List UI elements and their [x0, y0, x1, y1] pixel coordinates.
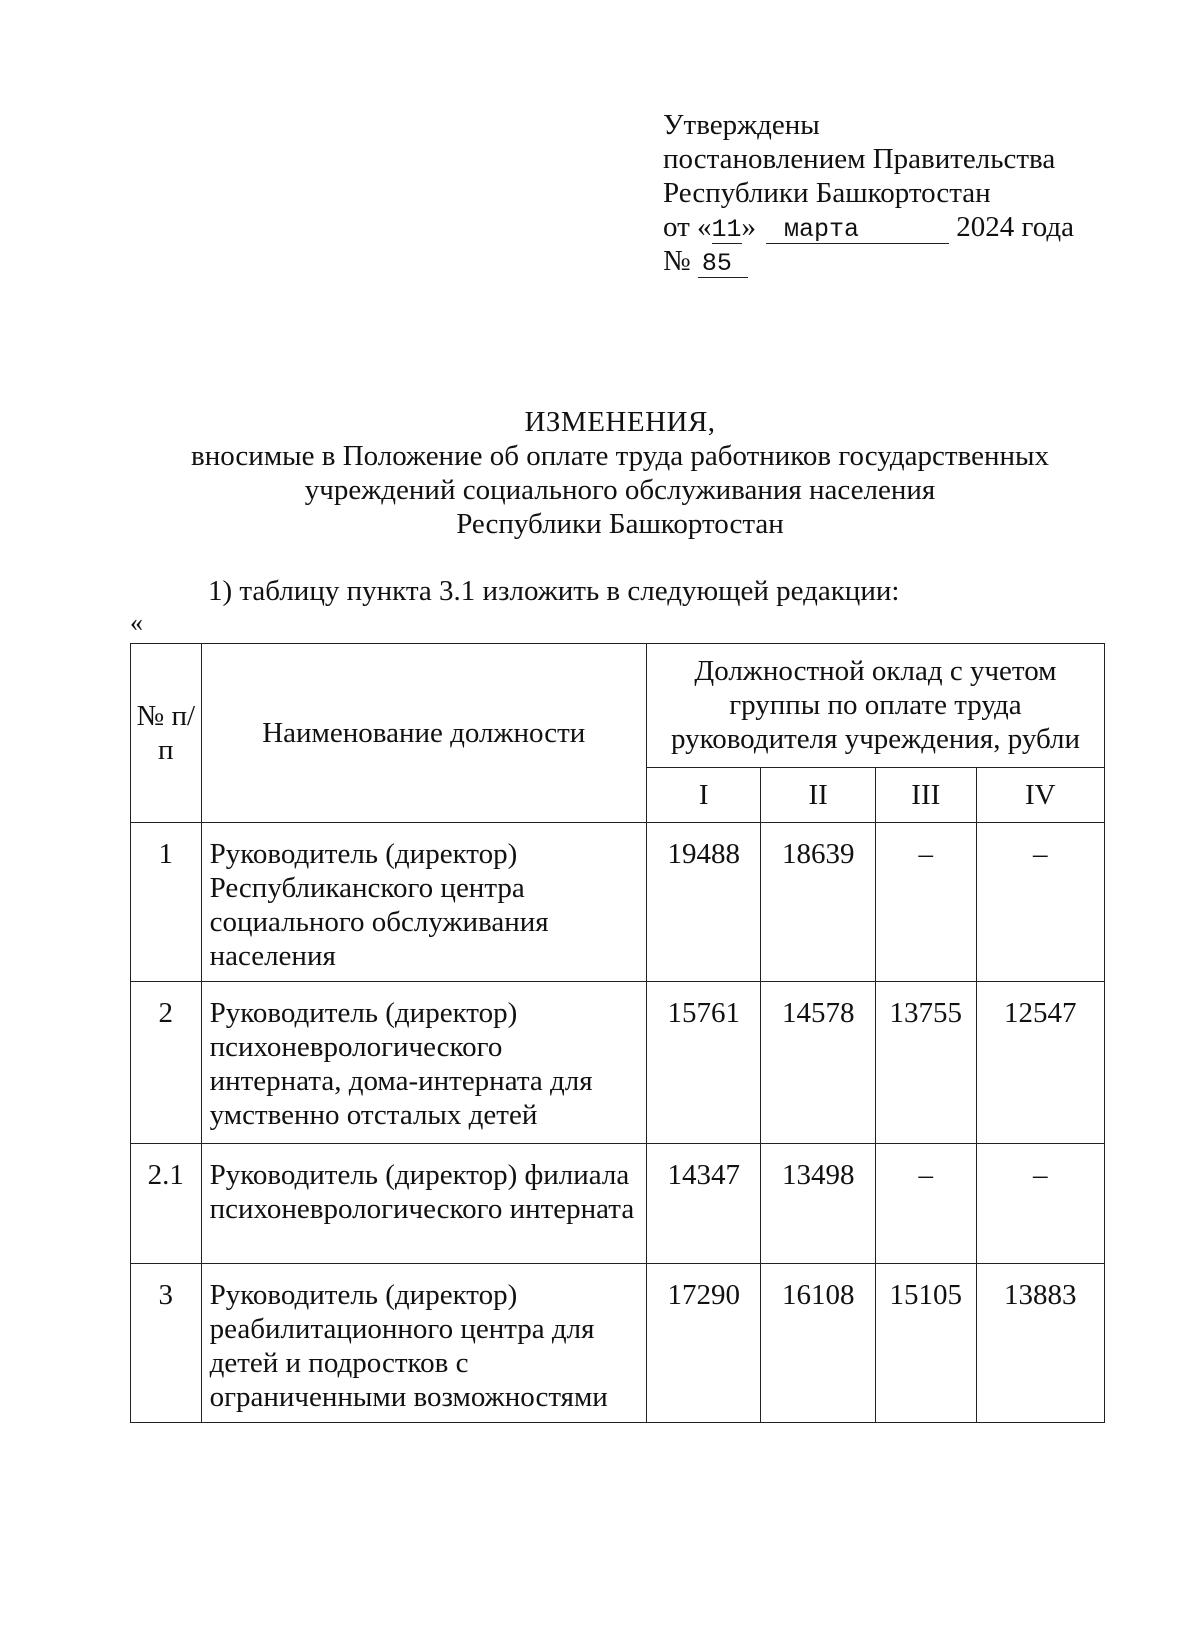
- heading-title: ИЗМЕНЕНИЯ,: [524, 406, 716, 438]
- row-value-group-1: 19488: [646, 823, 761, 982]
- heading-line-4: Республики Башкортостан: [456, 508, 784, 540]
- opening-quote: «: [130, 608, 143, 637]
- document-number: 85: [698, 251, 748, 278]
- row-position-name: Руководитель (директор) психоневрологического интерната, дома-интерната для умственно отсталых детей: [201, 982, 646, 1144]
- date-mid: »: [741, 211, 757, 243]
- header-group-3: III: [875, 767, 976, 822]
- date-prefix: от «: [663, 211, 712, 243]
- row-value-group-4: 13883: [976, 1264, 1104, 1423]
- heading-line-3: учреждений социального обслуживания населения: [304, 474, 936, 506]
- table-header-row: [131, 644, 1105, 768]
- row-value-group-2: 16108: [761, 1264, 876, 1423]
- header-group-2: II: [761, 767, 876, 822]
- date-month: марта: [766, 217, 949, 244]
- approval-number-line: [663, 244, 1123, 278]
- row-number: 2: [131, 982, 202, 1144]
- header-position-name: Наименование должности: [201, 644, 646, 823]
- amendment-item-1: 1) таблицу пункта 3.1 изложить в следующей редакции:: [208, 575, 900, 607]
- row-value-group-4: –: [976, 1144, 1104, 1264]
- header-number: № п/п: [131, 644, 202, 823]
- row-value-group-1: 17290: [646, 1264, 761, 1423]
- table-row: [131, 1144, 1105, 1264]
- approval-date-line: [663, 210, 1123, 244]
- row-value-group-2: 13498: [761, 1144, 876, 1264]
- row-number: 3: [131, 1264, 202, 1423]
- row-value-group-4: –: [976, 823, 1104, 982]
- table-row: [131, 1264, 1105, 1423]
- date-day: 11: [711, 215, 742, 244]
- row-position-name: Руководитель (директор) филиала психоневрологического интерната: [201, 1144, 646, 1264]
- header-group-4: IV: [976, 767, 1104, 822]
- row-number: 2.1: [131, 1144, 202, 1264]
- row-value-group-1: 14347: [646, 1144, 761, 1264]
- table-row: [131, 982, 1105, 1144]
- row-value-group-2: 18639: [761, 823, 876, 982]
- table-row: [131, 823, 1105, 982]
- row-number: 1: [131, 823, 202, 982]
- salary-table: [130, 643, 1105, 1423]
- row-value-group-2: 14578: [761, 982, 876, 1144]
- row-value-group-4: 12547: [976, 982, 1104, 1144]
- row-value-group-3: 13755: [875, 982, 976, 1144]
- row-value-group-3: –: [875, 1144, 976, 1264]
- row-position-name: Руководитель (директор) реабилитационного центра для детей и подростков с ограниченными возможностями: [201, 1264, 646, 1423]
- header-group-1: I: [646, 767, 761, 822]
- row-value-group-3: 15105: [875, 1264, 976, 1423]
- row-value-group-1: 15761: [646, 982, 761, 1144]
- approval-line-3: Республики Башкортостан: [663, 177, 991, 209]
- date-year: 2024 года: [956, 211, 1075, 243]
- number-prefix: №: [663, 245, 691, 277]
- heading-line-2: вносимые в Положение об оплате труда работников государственных: [191, 440, 1049, 472]
- approval-line-1: Утверждены: [663, 109, 820, 141]
- header-salary: Должностной оклад с учетом группы по оплате труда руководителя учреждения, рубли: [646, 644, 1104, 768]
- document-heading: [0, 405, 1200, 541]
- row-value-group-3: –: [875, 823, 976, 982]
- approval-stamp-block: [663, 108, 1123, 278]
- row-position-name: Руководитель (директор) Республиканского центра социального обслуживания населения: [201, 823, 646, 982]
- approval-line-2: постановлением Правительства: [663, 143, 1056, 175]
